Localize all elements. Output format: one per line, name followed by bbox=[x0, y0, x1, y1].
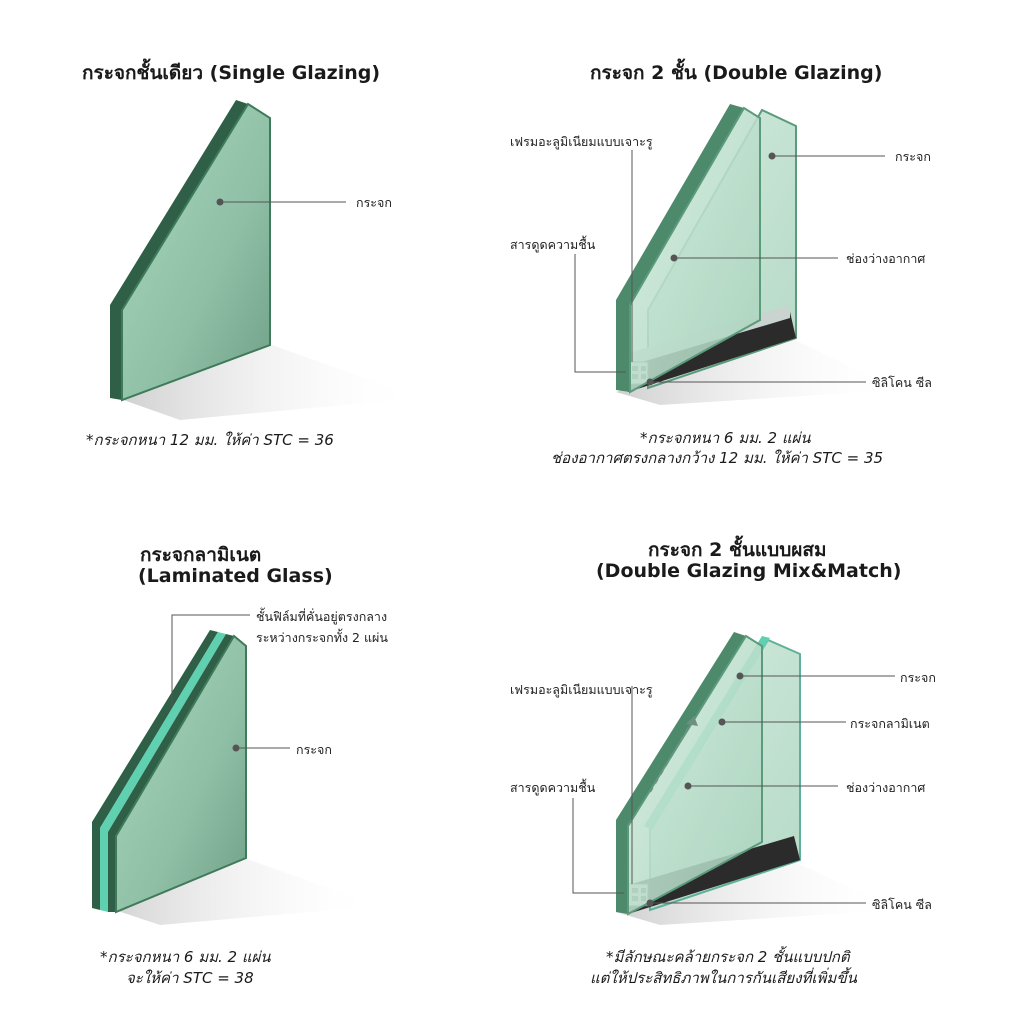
double-note-line2: ช่องอากาศตรงกลางกว้าง 12 มม. ให้ค่า STC = 35 bbox=[551, 449, 884, 467]
mix-desiccant-label: สารดูดความชื้น bbox=[510, 780, 596, 795]
mix-title-line1: กระจก 2 ชั้นแบบผสม bbox=[648, 539, 827, 561]
mix-title-line2: (Double Glazing Mix&Match) bbox=[596, 560, 902, 582]
mix-note-line2: แต่ให้ประสิทธิภาพในการกันเสียงที่เพิ่มขึ้น bbox=[590, 969, 857, 987]
single-note: *กระจกหนา 12 มม. ให้ค่า STC = 36 bbox=[86, 431, 334, 449]
mix-laminated-label: กระจกลามิเนต bbox=[850, 716, 930, 731]
laminated-title-line2: (Laminated Glass) bbox=[138, 565, 333, 587]
mix-note-line1: *มีลักษณะคล้ายกระจก 2 ชั้นแบบปกติ bbox=[606, 948, 850, 966]
laminated-glass-label: กระจก bbox=[296, 742, 332, 757]
double-note-line1: *กระจกหนา 6 มม. 2 แผ่น bbox=[640, 429, 811, 447]
single-glazing-figure bbox=[110, 100, 420, 420]
laminated-note-line2: จะให้ค่า STC = 38 bbox=[126, 969, 254, 987]
single-title: กระจกชั้นเดียว (Single Glazing) bbox=[82, 62, 381, 84]
double-desiccant-label: สารดูดความชื้น bbox=[510, 237, 596, 252]
double-frame-label: เฟรมอะลูมิเนียมแบบเจาะรู bbox=[510, 134, 653, 149]
single-glass-label: กระจก bbox=[356, 195, 392, 210]
double-silicone-label: ซิลิโคน ซีล bbox=[872, 375, 932, 390]
laminated-film-label-line1: ชั้นฟิล์มที่คั่นอยู่ตรงกลาง bbox=[256, 609, 388, 624]
mix-glass-label: กระจก bbox=[900, 670, 936, 685]
double-airgap-label: ช่องว่างอากาศ bbox=[846, 251, 926, 266]
laminated-title-line1: กระจกลามิเนต bbox=[140, 544, 262, 566]
laminated-film-label-line2: ระหว่างกระจกทั้ง 2 แผ่น bbox=[256, 630, 388, 645]
mix-airgap-label: ช่องว่างอากาศ bbox=[846, 780, 926, 795]
mix-frame-label: เฟรมอะลูมิเนียมแบบเจาะรู bbox=[510, 682, 653, 697]
double-glass-label: กระจก bbox=[895, 149, 931, 164]
mix-silicone-label: ซิลิโคน ซีล bbox=[872, 897, 932, 912]
laminated-note-line1: *กระจกหนา 6 มม. 2 แผ่น bbox=[100, 948, 271, 966]
double-title: กระจก 2 ชั้น (Double Glazing) bbox=[590, 62, 883, 84]
laminated-figure bbox=[92, 615, 380, 925]
